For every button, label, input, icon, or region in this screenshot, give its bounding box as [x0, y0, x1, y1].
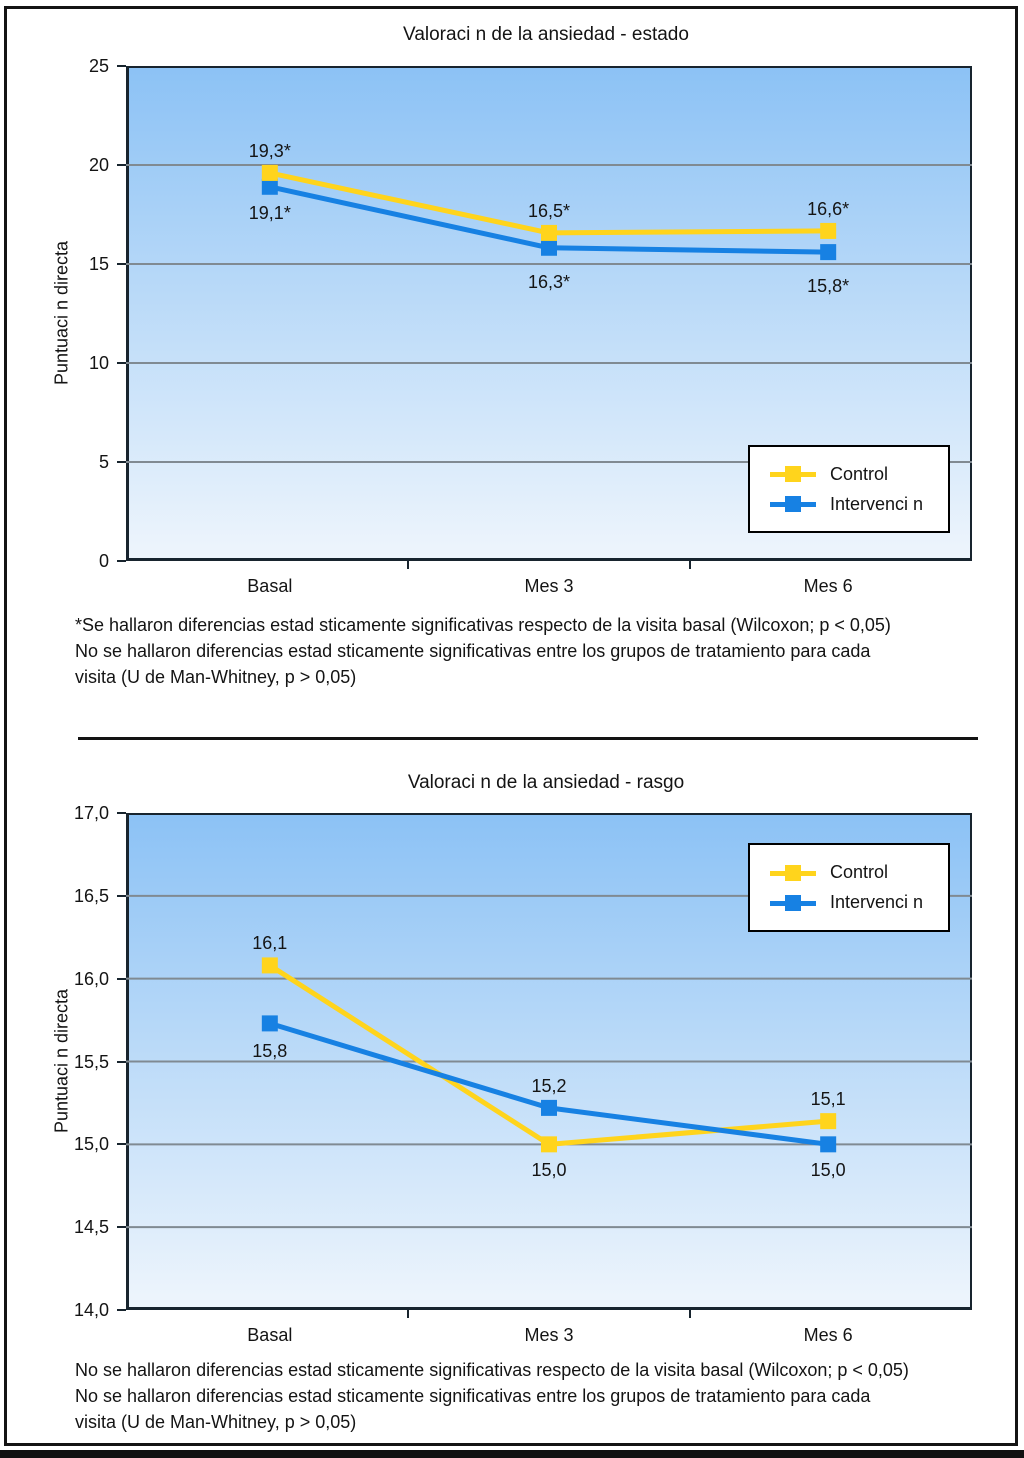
y-tick-mark [117, 812, 126, 814]
x-category-label: Basal [247, 576, 293, 596]
footnote-line: No se hallaron diferencias estad sticamente significativas entre los grupos de tratamiento para cada [75, 1386, 871, 1406]
data-label: 15,1 [810, 1089, 846, 1110]
series-marker-icon [770, 895, 816, 911]
series-marker-icon [770, 496, 816, 512]
y-tick-label: 17,0 [73, 803, 109, 823]
data-point-marker [262, 1015, 278, 1031]
footnote-line: visita (U de Man-Whitney, p > 0,05) [75, 1412, 357, 1432]
y-tick-label: 0 [98, 551, 109, 571]
legend-label: Intervenci n [830, 493, 924, 514]
data-point-marker [820, 244, 836, 260]
x-category-label: Mes 3 [524, 576, 574, 596]
y-tick-label: 14,0 [73, 1300, 109, 1320]
data-point-marker [541, 1136, 557, 1152]
scan-edge [0, 1450, 1024, 1458]
data-label: 16,3* [527, 271, 571, 292]
data-label: 16,6* [807, 198, 850, 219]
data-point-marker [262, 165, 278, 181]
footnote-line: *Se hallaron diferencias estad sticamente significativas respecto de la visita basal (Wilcoxon; p < 0,05) [75, 615, 891, 635]
legend-label: Intervenci n [830, 892, 924, 912]
legend-label: Control [830, 463, 889, 484]
data-point-marker [820, 1113, 836, 1129]
data-label: 15,8* [807, 276, 850, 297]
y-axis-title: Puntuaci n directa [51, 240, 72, 386]
data-point-marker [820, 1136, 836, 1152]
x-tick-mark [407, 1310, 409, 1318]
series-marker-icon [770, 865, 816, 881]
legend-item-intervenci-n [770, 494, 948, 515]
chart-title: Valoraci n de la ansiedad - rasgo [407, 772, 685, 793]
data-label: 19,1* [248, 202, 291, 223]
x-category-label: Mes 3 [524, 1325, 574, 1345]
legend-item-intervenci-n [770, 892, 948, 913]
y-tick-mark [117, 263, 126, 265]
data-label: 15,2 [531, 1075, 567, 1096]
data-point-marker [541, 240, 557, 256]
footnote-line: No se hallaron diferencias estad sticamente significativas respecto de la visita basal (Wilcoxon; p < 0,05) [75, 1360, 909, 1380]
y-tick-mark [117, 1061, 126, 1063]
legend [748, 445, 950, 533]
data-label: 16,5* [527, 200, 571, 221]
series-line-control [270, 965, 828, 1144]
legend-item-control [770, 464, 948, 485]
y-tick-label: 14,5 [73, 1217, 109, 1238]
data-point-marker [262, 179, 278, 195]
y-tick-mark [117, 560, 126, 562]
footnote-line: visita (U de Man-Whitney, p > 0,05) [75, 667, 357, 687]
y-tick-mark [117, 65, 126, 67]
y-tick-label: 16,0 [73, 968, 109, 989]
chart-title: Valoraci n de la ansiedad - estado [403, 24, 689, 45]
footnote-line: No se hallaron diferencias estad sticamente significativas entre los grupos de tratamiento para cada [75, 641, 871, 661]
x-category-label: Mes 6 [803, 1325, 853, 1345]
y-tick-label: 10 [88, 353, 109, 373]
y-tick-mark [117, 164, 126, 166]
legend [748, 843, 950, 932]
section-divider [78, 737, 978, 740]
y-tick-mark [117, 895, 126, 897]
data-point-marker [820, 223, 836, 239]
series-marker-icon [770, 466, 816, 482]
y-tick-label: 25 [88, 56, 109, 76]
y-tick-label: 15 [88, 254, 109, 274]
y-tick-mark [117, 1226, 126, 1228]
y-tick-mark [117, 1143, 126, 1145]
x-tick-mark [689, 561, 691, 569]
data-point-marker [541, 1100, 557, 1116]
x-tick-mark [407, 561, 409, 569]
x-tick-mark [689, 1310, 691, 1318]
data-label: 15,0 [531, 1160, 567, 1181]
data-label: 19,3* [248, 140, 291, 161]
data-point-marker [541, 225, 557, 241]
y-tick-label: 20 [88, 155, 109, 175]
data-point-marker [262, 957, 278, 973]
y-tick-mark [117, 461, 126, 463]
x-category-label: Mes 6 [803, 576, 853, 596]
y-axis-title: Puntuaci n directa [51, 988, 72, 1134]
y-tick-label: 15,0 [73, 1134, 109, 1155]
y-tick-mark [117, 362, 126, 364]
data-label: 15,8 [252, 1041, 288, 1062]
y-tick-mark [117, 1309, 126, 1311]
y-tick-label: 15,5 [73, 1051, 109, 1072]
legend-item-control [770, 862, 948, 883]
y-tick-label: 16,5 [73, 885, 109, 906]
legend-label: Control [830, 862, 889, 882]
x-category-label: Basal [247, 1325, 293, 1345]
y-tick-label: 5 [98, 452, 109, 472]
data-label: 16,1 [252, 933, 288, 954]
y-tick-mark [117, 978, 126, 980]
data-label: 15,0 [810, 1160, 846, 1181]
